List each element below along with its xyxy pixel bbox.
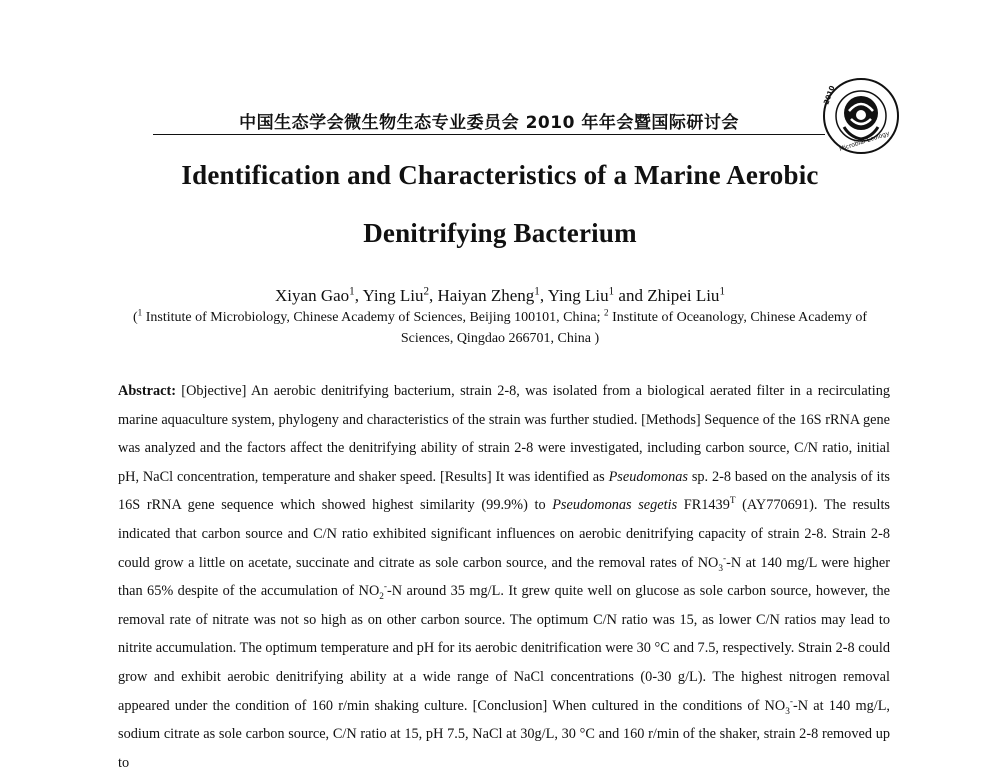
conference-header <box>153 96 825 138</box>
society-seal-logo <box>820 75 902 157</box>
author-separator: , <box>354 286 363 305</box>
abstract-text: [Objective] An aerobic denitrifying bacterium, strain 2-8, was isolated from a biological aerated filter in a recirculating marine aquaculture system, phylogeny and characteristics of the strain was further studied. [Methods] Sequence of the 16S rRNA gene was analyzed and the factors affect the denitrifying ability of strain 2-8 were investigated, including carbon source, C/N ratio, initial pH, NaCl concentration, temperature and shaker speed. [Results] It was identified as <box>118 383 890 485</box>
author-name: Xiyan Gao <box>275 286 350 305</box>
chem-superscript: - <box>723 553 727 564</box>
chem-superscript: - <box>383 582 388 593</box>
abstract <box>118 377 890 777</box>
abstract-text: -N around 35 mg/L. It grew quite well on glucose as sole carbon source, however, the removal rate of nitrate was not so high as on other carbon source. The optimum C/N ratio was 15, as lower C/N ratios may lead to nitrite accumulation. The optimum temperature and pH for its aerobic denitrification were 30 °C and 7.5, respectively. Strain 2-8 could grow and exhibit aerobic denitrifying ability at a wide range of NaCl concentrations (0-30 g/L). The highest nitrogen removal appeared under the condition of 160 r/min shaking culture. [Conclusion] When cultured in the conditions of NO <box>118 583 890 714</box>
chem-subscript: 3 <box>718 563 723 574</box>
affiliations <box>120 307 880 349</box>
type-strain-mark: T <box>729 496 736 507</box>
abstract-text: -N at 140 mg/L, sodium citrate as sole carbon source, C/N ratio at 15, pH 7.5, NaCl at 30g/L, 30 °C and 160 r/min of the shaker, strain 2-8 removed up to <box>118 697 890 771</box>
author-affiliation-mark: 1 <box>534 285 540 298</box>
affiliation-1-mark: 1 <box>137 307 143 318</box>
abstract-text: (AY770691). The results indicated that carbon source and C/N ratio exhibited significant influences on aerobic denitrifying capacity of strain 2-8. Strain 2-8 could grow a little on acetate, succinate and citrate as sole carbon source, and the removal rates of NO <box>118 497 890 571</box>
affiliation-2-mark: 2 <box>604 307 609 318</box>
conference-title: 中国生态学会微生物生态专业委员会 2010 年年会暨国际研讨会 <box>239 113 739 133</box>
seal-text: Microbial Ecology <box>838 130 891 153</box>
chem-subscript: 2 <box>379 592 384 603</box>
author-affiliation-mark: 1 <box>349 285 355 298</box>
species-name: Pseudomonas segetis <box>552 497 678 514</box>
genus-name: Pseudomonas <box>608 468 688 485</box>
author-name: Ying Liu <box>362 286 424 305</box>
abstract-text: -N at 140 mg/L were higher than 65% despite of the accumulation of NO <box>118 554 891 600</box>
author-name: Zhipei Liu <box>647 286 720 305</box>
author-name: Haiyan Zheng <box>437 286 535 305</box>
seal-year: 2010 <box>822 84 837 106</box>
chem-superscript: - <box>789 696 793 707</box>
author-separator: , <box>429 286 438 305</box>
author-list <box>0 286 1000 306</box>
affiliation-open-paren: ( <box>133 310 138 325</box>
author-affiliation-mark: 2 <box>423 285 430 298</box>
author-separator: , <box>539 286 548 305</box>
paper-title-line-2: Denitrifying Bacterium <box>363 218 637 248</box>
header-rule <box>153 134 825 135</box>
abstract-text: FR1439 <box>677 497 730 514</box>
author-affiliation-mark: 1 <box>608 285 615 298</box>
chem-subscript: 3 <box>785 706 790 717</box>
author-name: Ying Liu <box>547 286 609 305</box>
affiliation-1: Institute of Microbiology, Chinese Academy of Sciences, Beijing 100101, China; <box>142 310 601 325</box>
paper-title-line-1: Identification and Characteristics of a Marine Aerobic <box>181 160 819 190</box>
abstract-text: sp. 2-8 based on the analysis of its 16S rRNA gene sequence which showed highest similarity (99.9%) to <box>118 468 890 514</box>
abstract-label: Abstract: <box>118 383 176 399</box>
author-affiliation-mark: 1 <box>719 285 725 298</box>
author-separator: and <box>614 286 648 305</box>
affiliation-2: Institute of Oceanology, Chinese Academy of Sciences, Qingdao 266701, China ) <box>400 310 867 346</box>
